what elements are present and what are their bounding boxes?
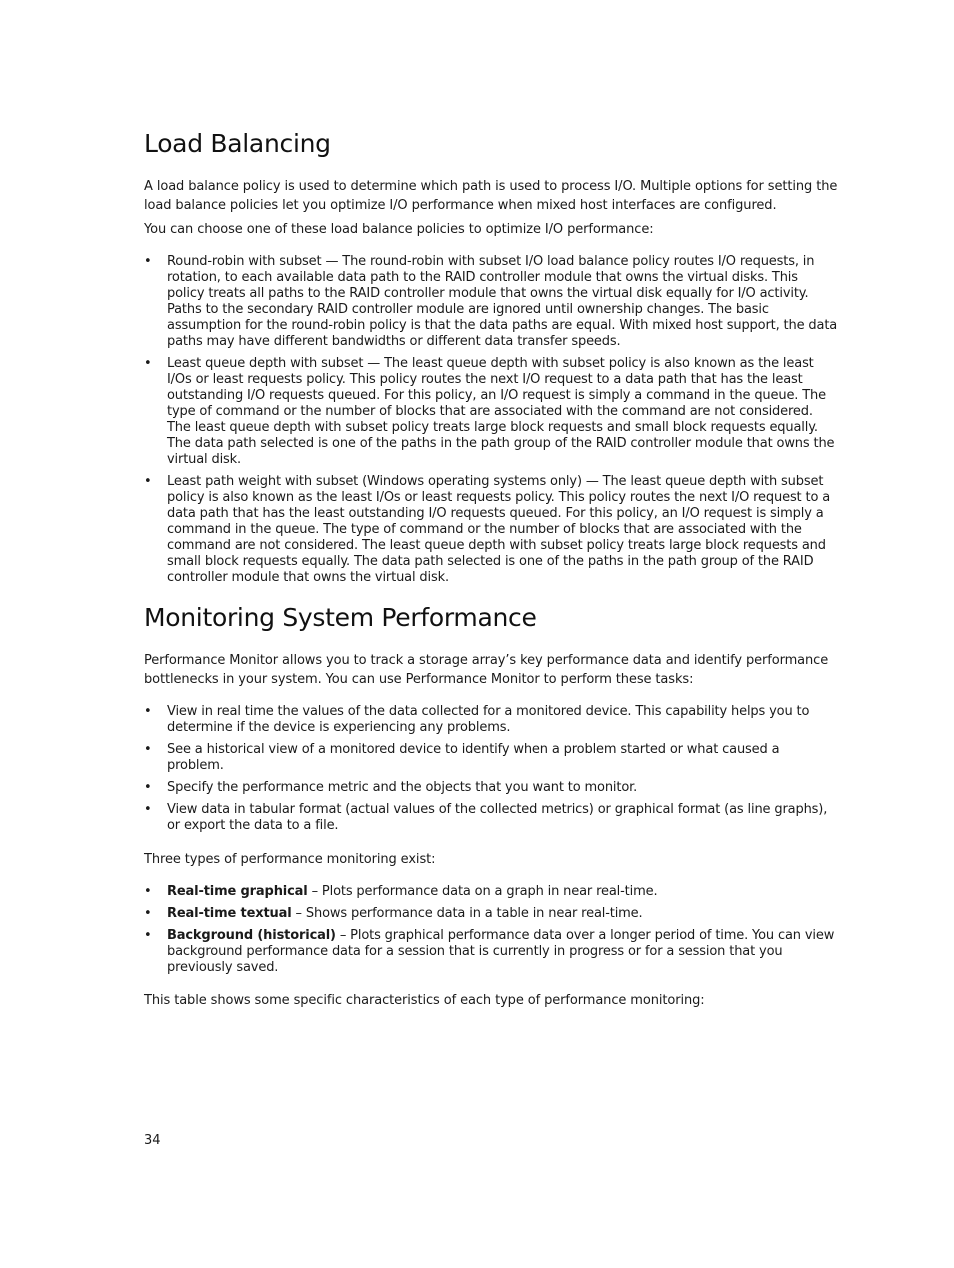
bullet-icon: •: [144, 906, 152, 921]
bullet-icon: •: [144, 474, 152, 489]
list-item-text: Least path weight with subset (Windows operating systems only) — The least queue depth with subset policy is also known as the least I/Os or least requests policy. This policy routes the next I/O request to a data path that has the least outstanding I/O requests queued. For this policy, an I/O request is simply a command in the queue. The type of command or the number of blocks that are associated with the command are not considered. The least queue depth with subset policy treats large block requests and small block requests equally. The data path selected is one of the paths in the path group of the RAID controller module that owns the virtual disk.: [167, 474, 831, 585]
paragraph-table-intro: This table shows some specific characteristics of each type of performance monitoring:: [144, 993, 705, 1008]
list-item-text: Specify the performance metric and the objects that you want to monitor.: [167, 780, 638, 795]
bullet-icon: •: [144, 802, 152, 817]
list-item-text: Least queue depth with subset — The least queue depth with subset policy is also known as the least I/Os or least requests policy. This policy routes the next I/O request to a data path that has the least outstanding I/O requests queued. For this policy, an I/O request is simply a command in the queue. The type of command or the number of blocks that are associated with the command are not considered. The least queue depth with subset policy treats large block requests and small block requests equally. The data path selected is one of the paths in the path group of the RAID controller module that owns the virtual disk.: [167, 356, 835, 467]
list-item-text: View data in tabular format (actual values of the collected metrics) or graphical format (as line graphs), or export the data to a file.: [167, 802, 828, 833]
list-item: [144, 780, 838, 796]
page-number: 34: [144, 1133, 161, 1148]
paragraph-load-balancing-choose: You can choose one of these load balance policies to optimize I/O performance:: [144, 222, 654, 237]
list-item: [144, 254, 838, 350]
list-item: [144, 742, 838, 774]
bullet-icon: •: [144, 742, 152, 757]
paragraph-monitoring-intro: Performance Monitor allows you to track a storage array’s key performance data and identify performance bottlenecks in your system. You can use Performance Monitor to perform these tasks:: [144, 653, 829, 687]
list-item: [144, 884, 838, 900]
bullet-icon: •: [144, 780, 152, 795]
load-balance-policy-list: [144, 254, 838, 592]
list-item-desc: – Shows performance data in a table in near real-time.: [291, 906, 643, 921]
section-heading-load-balancing: Load Balancing: [144, 129, 331, 158]
list-item: [144, 928, 838, 976]
list-item-desc: – Plots performance data on a graph in near real-time.: [307, 884, 658, 899]
list-item-text: View in real time the values of the data collected for a monitored device. This capability helps you to determine if the device is experiencing any problems.: [167, 704, 810, 735]
list-item: [144, 704, 838, 736]
list-item: [144, 474, 838, 586]
paragraph-load-balancing-intro: A load balance policy is used to determine which path is used to process I/O. Multiple options for setting the load balance policies let you optimize I/O performance when mixed host interfaces are configured.: [144, 179, 838, 213]
monitoring-type-list: [144, 884, 838, 982]
bullet-icon: •: [144, 704, 152, 719]
list-item-term: Real-time graphical: [167, 884, 308, 899]
list-item-text: Round-robin with subset — The round-robin with subset I/O load balance policy routes I/O requests, in rotation, to each available data path to the RAID controller module that owns the virtual disks. This policy treats all paths to the RAID controller module that owns the virtual disk equally for I/O activity. Paths to the secondary RAID controller module are ignored until ownership changes. The basic assumption for the round-robin policy is that the data paths are equal. With mixed host support, the data paths may have different bandwidths or different data transfer speeds.: [167, 254, 838, 349]
paragraph-monitoring-types-intro: Three types of performance monitoring exist:: [144, 852, 436, 867]
list-item-term: Background (historical): [167, 928, 336, 943]
list-item-text: See a historical view of a monitored device to identify when a problem started or what caused a problem.: [167, 742, 780, 773]
monitoring-task-list: [144, 704, 838, 840]
list-item-desc: – Plots graphical performance data over a longer period of time. You can view background performance data for a session that is currently in progress or for a session that you previously saved.: [167, 928, 835, 975]
list-item-term: Real-time textual: [167, 906, 292, 921]
list-item: [144, 906, 838, 922]
list-item: [144, 802, 838, 834]
bullet-icon: •: [144, 356, 152, 371]
bullet-icon: •: [144, 884, 152, 899]
bullet-icon: •: [144, 254, 152, 269]
bullet-icon: •: [144, 928, 152, 943]
list-item: [144, 356, 838, 468]
section-heading-monitoring: Monitoring System Performance: [144, 603, 537, 632]
